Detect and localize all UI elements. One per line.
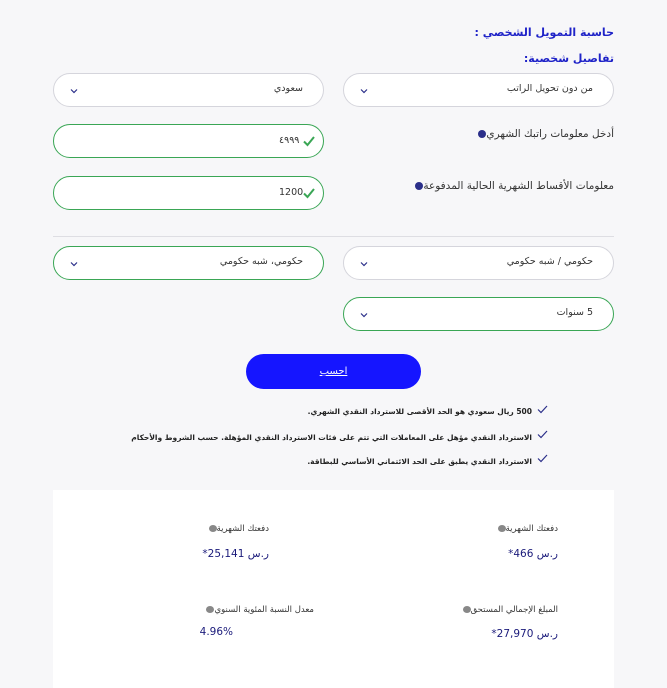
salary-field[interactable] [53, 124, 324, 158]
tenure-value: 5 سنوات [556, 307, 593, 318]
chat-bubble-icon[interactable] [209, 525, 217, 532]
section-title: تفاصيل شخصية: [523, 52, 614, 65]
salary-label [474, 128, 614, 140]
check-icon [302, 134, 316, 148]
chevron-down-icon [358, 258, 370, 270]
monthly-payment2-label [205, 524, 269, 534]
note-item: الاسترداد النقدي مؤهل على المعاملات التي تتم على فئات الاسترداد النقدي المؤهلة. حسب الشروط والأحكام [131, 433, 532, 442]
salary-label-text: أدخل معلومات راتبك الشهري [486, 128, 614, 140]
tenure-select[interactable] [343, 297, 614, 331]
employer-value: حكومي / شبه حكومي [506, 256, 593, 267]
check-icon [537, 405, 548, 414]
chevron-down-icon [358, 309, 370, 321]
nationality-select[interactable] [53, 73, 324, 107]
sector-select[interactable] [53, 246, 324, 280]
monthly-payment2-label-text: دفعتك الشهرية [216, 524, 269, 534]
apr-label [202, 605, 314, 615]
chat-bubble-icon[interactable] [463, 606, 471, 613]
salary-transfer-value: من دون تحويل الراتب [506, 83, 593, 94]
chevron-down-icon [68, 85, 80, 97]
total-amount-label [459, 605, 558, 615]
sector-value: حكومي، شبه حكومي [219, 256, 303, 267]
total-amount-label-text: المبلغ الإجمالي المستحق [470, 605, 558, 615]
total-amount-value: ر.س 27,970* [491, 628, 558, 640]
salary-value: ٤٩٩٩ [279, 135, 300, 146]
note-item: 500 ريال سعودي هو الحد الأقصى للاسترداد النقدي الشهري. [307, 407, 532, 416]
page-title: حاسبة التمويل الشخصي : [474, 26, 614, 39]
chevron-down-icon [68, 258, 80, 270]
note-item: الاسترداد النقدي يطبق على الحد الائتماني الأساسي للبطاقة. [307, 457, 532, 466]
monthly-payment-label-text: دفعتك الشهرية [505, 524, 558, 534]
apr-value: 4.96% [199, 626, 233, 638]
monthly-payment-label [494, 524, 558, 534]
employer-select[interactable] [343, 246, 614, 280]
apr-label-text: معدل النسبة المئوية السنوي [214, 605, 314, 615]
monthly-payment2-value: ر.س 25,141* [202, 548, 269, 560]
chat-bubble-icon[interactable] [498, 525, 506, 532]
installments-field[interactable] [53, 176, 324, 210]
results-panel [53, 490, 614, 688]
monthly-payment-value: ر.س 466* [508, 548, 558, 560]
installments-label [411, 180, 614, 192]
nationality-value: سعودي [273, 83, 303, 94]
installments-value: 1200 [279, 187, 304, 198]
salary-transfer-select[interactable] [343, 73, 614, 107]
calculate-button[interactable]: احسب [246, 354, 421, 389]
check-icon [537, 454, 548, 463]
installments-label-text: معلومات الأقساط الشهرية الحالية المدفوعة [423, 180, 614, 192]
divider [53, 236, 614, 237]
chevron-down-icon [358, 85, 370, 97]
check-icon [302, 186, 316, 200]
check-icon [537, 430, 548, 439]
